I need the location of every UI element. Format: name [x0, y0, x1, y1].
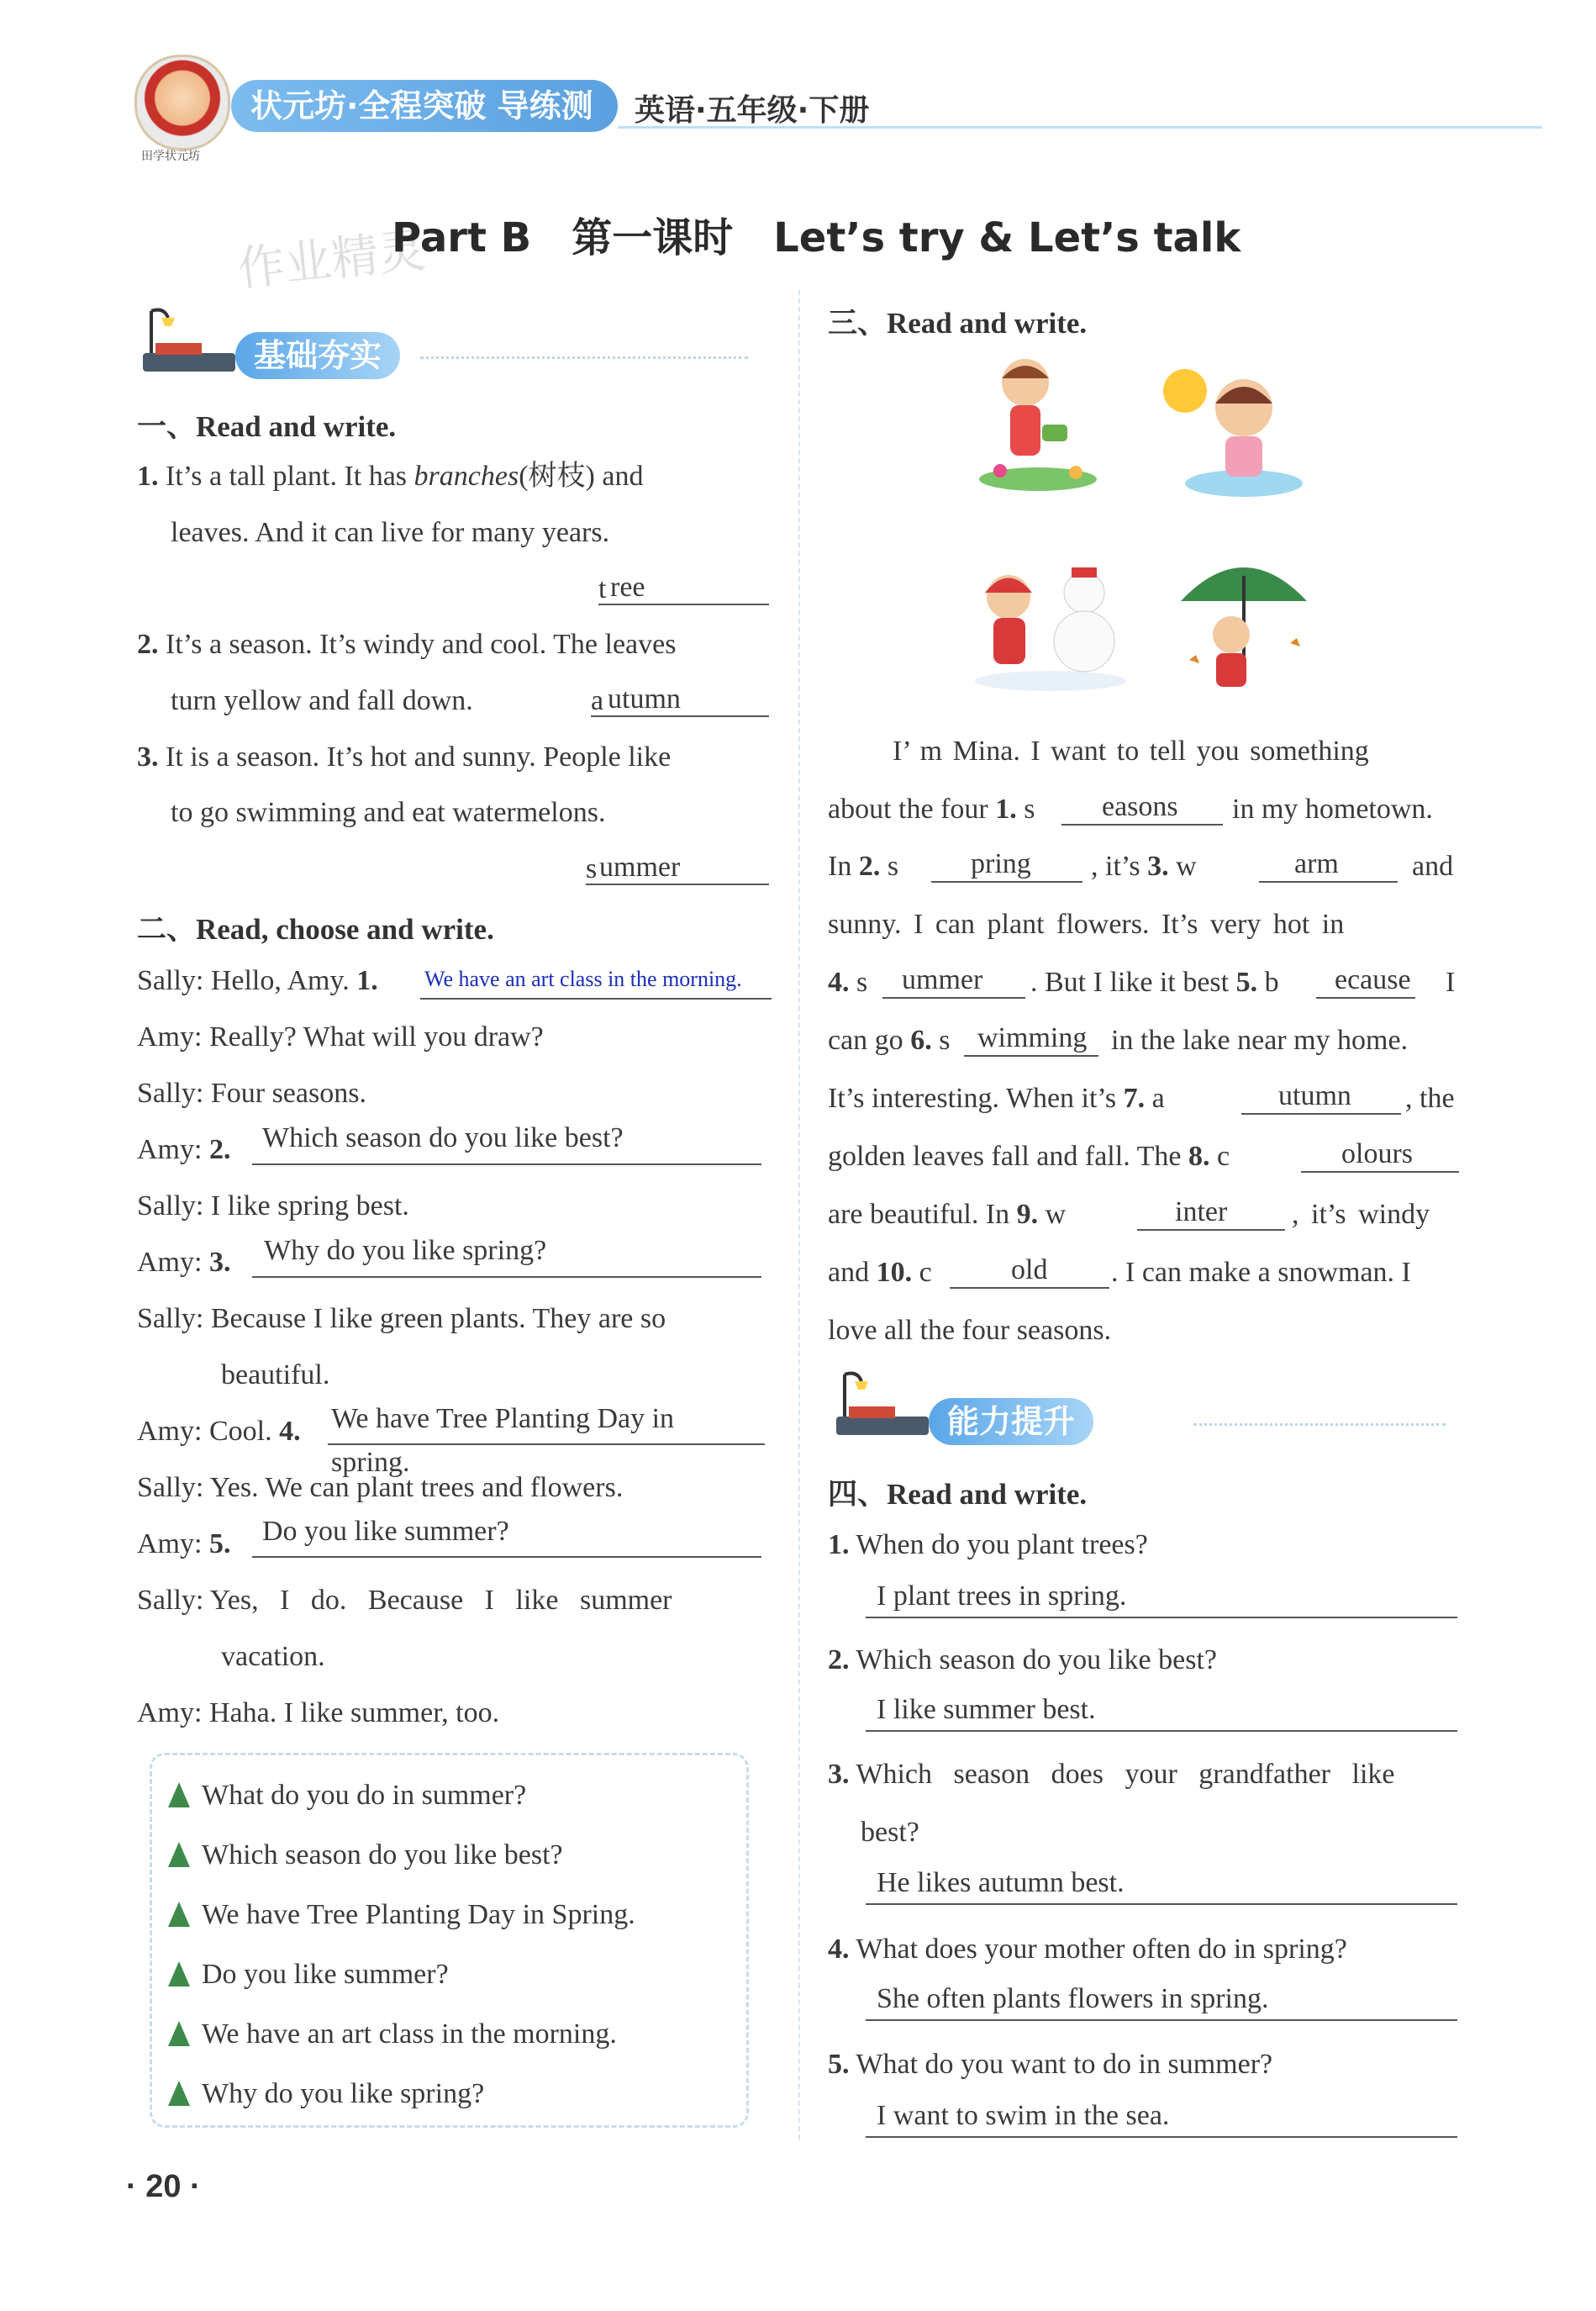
s1-item2-answer: utumn: [608, 683, 681, 715]
p3-line9-b: , it’s windy: [1292, 1199, 1430, 1230]
blank-num: 4.: [828, 967, 850, 998]
blank-num: 5.: [208, 1528, 231, 1559]
prefix: c: [919, 1257, 932, 1288]
p3-answer9: inter: [1175, 1196, 1228, 1227]
s2-answer5: Do you like summer?: [262, 1516, 509, 1547]
badge-basic-dots: [420, 356, 748, 359]
text: It’s interesting. When it’s: [828, 1083, 1117, 1114]
q-num: 2.: [828, 1644, 850, 1675]
q-num: 5.: [828, 2049, 850, 2080]
badge-ability-dots: [1193, 1423, 1446, 1426]
s2-line12: [137, 1696, 499, 1730]
section2-title: 二、Read, choose and write.: [137, 913, 494, 946]
p3-line2-b: in my hometown.: [1232, 794, 1433, 825]
s1-item2-line: [591, 715, 769, 717]
p3-blank8: [1301, 1171, 1459, 1173]
blank-num: 4.: [279, 1416, 301, 1447]
s2-line10: [137, 1527, 230, 1561]
header-logo: [134, 55, 230, 150]
s1-item1-prefix: t: [598, 573, 607, 604]
p3-blank7: [1241, 1113, 1401, 1115]
q-text: What does your mother often do in spring?: [856, 1934, 1347, 1965]
p3-answer3: arm: [1294, 848, 1339, 879]
blank-num: 3.: [208, 1247, 231, 1278]
s2-line3: [137, 1077, 366, 1111]
badge-basic: 基础夯实: [235, 332, 400, 379]
p3-line8: [828, 1140, 1230, 1174]
p3-line7-b: , the: [1405, 1083, 1455, 1114]
option-text: We have an art class in the morning.: [202, 2018, 617, 2050]
s1-item3-line1: [137, 741, 671, 774]
speaker: Sally:: [137, 1303, 204, 1334]
p3-blank5: [1316, 997, 1415, 999]
s2-line1: [137, 964, 378, 998]
column-divider: [798, 290, 800, 2140]
p3-blank4: [882, 997, 1025, 999]
p3-line3-c: and: [1412, 851, 1454, 882]
s4-line5: [866, 2136, 1457, 2138]
p3-answer5: ecause: [1335, 964, 1411, 995]
p3-line5-b: [1030, 966, 1279, 1000]
option-text: We have Tree Planting Day in Spring.: [202, 1899, 635, 1930]
s1-item2-line1: [137, 628, 676, 662]
s2-line6: [137, 1246, 230, 1279]
line-text: Yes, I do. Because I like summer: [209, 1585, 672, 1616]
tree-icon: [168, 1782, 190, 1807]
s2-line5: [137, 1190, 409, 1223]
q-text: What do you want to do in summer?: [856, 2049, 1273, 2080]
p3-answer7: utumn: [1278, 1080, 1351, 1111]
blank-num: 2.: [208, 1134, 231, 1165]
section3-title: 三、Read and write.: [828, 307, 1088, 340]
option-1: [168, 1779, 526, 1812]
summer-illustration: [1151, 357, 1311, 500]
s1-item1-answer: ree: [610, 572, 645, 603]
s1-item1-text: It’s a tall plant. It has: [166, 461, 408, 492]
p3-answer4: ummer: [902, 964, 983, 995]
s1-item1-num: 1.: [137, 461, 159, 492]
s4-q3-cont: best?: [861, 1817, 919, 1848]
line-text: Really? What will you draw?: [208, 1021, 544, 1053]
option-5: [168, 2018, 617, 2051]
tree-icon: [168, 1902, 190, 1927]
s4-q1: [828, 1528, 1148, 1562]
page-title: Part B 第一课时 Let’s try & Let’s talk: [392, 214, 1241, 261]
s1-item1-italic: branches: [413, 461, 519, 492]
blank-num: 8.: [1188, 1141, 1210, 1172]
option-3: [168, 1898, 635, 1932]
winter-illustration: [967, 551, 1135, 694]
page-number: · 20 ·: [126, 2169, 201, 2204]
q-num: 3.: [828, 1759, 850, 1790]
p3-blank2: [931, 881, 1082, 883]
logo-caption: 田学状元坊: [141, 149, 200, 162]
p3-answer8: olours: [1341, 1138, 1413, 1169]
speaker: Amy:: [137, 1247, 203, 1278]
s1-item1-line: [598, 604, 769, 605]
text: and: [828, 1257, 870, 1288]
p3-answer2: pring: [971, 848, 1031, 879]
text: golden leaves fall and fall. The: [828, 1141, 1182, 1172]
spring-illustration: [975, 353, 1101, 496]
q-num: 1.: [828, 1529, 850, 1560]
s1-item3-num: 3.: [137, 741, 159, 773]
s1-item3-line2: to go swimming and eat watermelons.: [171, 797, 606, 828]
blank-num: 9.: [1016, 1199, 1039, 1230]
s2-line7: [137, 1302, 666, 1336]
blank-num: 5.: [1235, 967, 1258, 998]
text: about the four: [828, 794, 988, 825]
s1-item3-prefix: s: [586, 853, 598, 884]
s4-q5: [828, 2048, 1272, 2081]
q-num: 4.: [828, 1934, 850, 1965]
s2-blank3: [252, 1276, 761, 1278]
option-text: Do you like summer?: [202, 1959, 449, 1990]
blank-num: 10.: [876, 1257, 913, 1288]
line-text: Cool.: [208, 1416, 272, 1447]
s2-blank2: [252, 1163, 761, 1165]
tree-icon: [168, 1961, 190, 1987]
autumn-illustration: [1172, 542, 1315, 702]
s4-answer5: I want to swim in the sea.: [877, 2100, 1170, 2131]
option-text: What do you do in summer?: [202, 1780, 527, 1811]
p3-line5-c: I: [1446, 967, 1456, 998]
prefix: w: [1045, 1199, 1067, 1230]
speaker: Amy:: [137, 1021, 203, 1053]
s4-answer2: I like summer best.: [877, 1694, 1096, 1725]
line-text: Yes. We can plant trees and flowers.: [209, 1472, 624, 1503]
p3-line10: [828, 1256, 932, 1290]
line-text: Because I like green plants. They are so: [210, 1303, 666, 1334]
s4-answer1: I plant trees in spring.: [877, 1580, 1127, 1612]
line-text: I like spring best.: [210, 1190, 409, 1221]
s1-item1-text-b: (树枝) and: [519, 461, 644, 492]
p3-blank9: [1137, 1229, 1285, 1231]
speaker: Sally:: [137, 1472, 204, 1503]
tree-icon: [168, 2081, 190, 2106]
p3-line6: [828, 1024, 950, 1058]
s2-line11-cont: vacation.: [221, 1641, 325, 1672]
s2-answer1: We have an art class in the morning.: [424, 967, 742, 991]
p3-blank3: [1259, 881, 1398, 883]
text: In: [828, 851, 852, 882]
text: are beautiful. In: [828, 1199, 1010, 1230]
text: . But I like it best: [1030, 967, 1230, 998]
s4-q3: [828, 1758, 1394, 1791]
p3-line11: love all the four seasons.: [828, 1315, 1112, 1346]
s1-item2-num: 2.: [137, 629, 159, 660]
speaker: Amy:: [137, 1528, 203, 1559]
header-subject: 英语·五年级·下册: [635, 93, 870, 128]
prefix: s: [1024, 794, 1035, 825]
blank-num: 1.: [356, 965, 378, 996]
speaker: Amy:: [137, 1416, 203, 1447]
header-rule: [618, 126, 1542, 129]
tree-icon: [168, 1842, 190, 1867]
s2-answer4-cont: spring.: [331, 1447, 410, 1478]
s1-item2-text: It’s a season. It’s windy and cool. The leaves: [166, 629, 677, 660]
blank-num: 6.: [910, 1025, 932, 1056]
s2-line8: [137, 1415, 301, 1448]
s2-answer4: We have Tree Planting Day in: [331, 1403, 675, 1434]
speaker: Sally:: [137, 965, 204, 996]
blank-num: 2.: [858, 851, 881, 882]
s1-item1-line1: [137, 460, 643, 493]
prefix: s: [887, 851, 899, 882]
prefix: s: [939, 1025, 951, 1056]
s1-item3-line: [586, 884, 769, 885]
q-text: Which season do you like best?: [856, 1644, 1218, 1675]
p3-line3-b: [1091, 850, 1197, 884]
p3-answer1: easons: [1102, 791, 1178, 822]
line-text: Hello, Amy.: [210, 965, 350, 996]
s1-item3-answer: ummer: [599, 852, 681, 883]
s2-answer3: Why do you like spring?: [264, 1235, 547, 1266]
s2-line9: [137, 1471, 623, 1505]
tree-icon: [168, 2021, 190, 2046]
s1-item3-text: It is a season. It’s hot and sunny. People like: [166, 741, 672, 773]
p3-answer6: wimming: [977, 1022, 1088, 1053]
option-4: [168, 1958, 449, 1992]
speaker: Sally:: [137, 1585, 204, 1616]
blank-num: 3.: [1147, 851, 1169, 882]
s1-item2-prefix: a: [591, 685, 604, 716]
header-banner-text: 状元坊·全程突破 导练测: [250, 87, 593, 124]
speaker: Amy:: [137, 1134, 203, 1165]
p3-line2: [828, 793, 1035, 826]
q-text: Which season does your grandfather like: [856, 1759, 1395, 1790]
p3-line10-b: . I can make a snowman. I: [1111, 1257, 1411, 1288]
q-text: When do you plant trees?: [856, 1529, 1148, 1560]
watermark: 作业精灵: [234, 223, 429, 298]
s4-line3: [866, 1903, 1457, 1905]
p3-line9: [828, 1198, 1066, 1232]
section4-title: 四、Read and write.: [828, 1478, 1088, 1511]
s2-line4: [137, 1133, 230, 1167]
s2-blank1: [420, 998, 772, 1000]
speaker: Sally:: [137, 1190, 204, 1221]
badge-ability: 能力提升: [929, 1398, 1093, 1445]
s4-q2: [828, 1644, 1217, 1677]
s2-answer2: Which season do you like best?: [262, 1122, 624, 1153]
blank-num: 1.: [995, 794, 1017, 825]
text: can go: [828, 1025, 903, 1056]
s4-answer3: He likes autumn best.: [877, 1867, 1125, 1898]
p3-line4: sunny. I can plant flowers. It’s very hot in: [828, 909, 1345, 940]
p3-answer10: old: [1011, 1254, 1048, 1285]
blank-num: 7.: [1123, 1083, 1146, 1114]
p3-blank6: [964, 1055, 1098, 1057]
p3-line7: [828, 1082, 1165, 1116]
s4-answer4: She often plants flowers in spring.: [877, 1983, 1269, 2014]
p3-blank10: [950, 1287, 1109, 1289]
prefix: c: [1216, 1141, 1230, 1172]
p3-line5: [828, 966, 867, 1000]
lamp-icon-2: [828, 1366, 929, 1442]
speaker: Amy:: [137, 1697, 203, 1728]
prefix: s: [856, 967, 868, 998]
s4-line4: [866, 2019, 1457, 2021]
option-text: Why do you like spring?: [202, 2078, 485, 2109]
s2-line2: [137, 1021, 544, 1054]
s2-blank4: [328, 1443, 765, 1445]
text: , it’s: [1091, 851, 1140, 882]
line-text: Haha. I like summer, too.: [208, 1697, 500, 1728]
s4-line2: [866, 1730, 1457, 1732]
line-text: Four seasons.: [210, 1078, 366, 1109]
s2-line11: [137, 1584, 672, 1617]
option-6: [168, 2077, 484, 2111]
speaker: Sally:: [137, 1078, 204, 1109]
option-text: Which season do you like best?: [202, 1839, 563, 1870]
page-number-value: 20: [145, 2169, 182, 2204]
p3-line1: I’ m Mina. I want to tell you something: [893, 736, 1369, 767]
s4-q4: [828, 1933, 1347, 1966]
prefix: a: [1151, 1083, 1165, 1114]
p3-blank1: [1061, 824, 1223, 826]
s2-blank5: [252, 1556, 761, 1558]
p3-line6-b: in the lake near my home.: [1111, 1025, 1409, 1056]
section1-title: 一、Read and write.: [137, 410, 397, 443]
prefix: w: [1176, 851, 1197, 882]
option-2: [168, 1839, 563, 1872]
s2-line7-cont: beautiful.: [221, 1359, 330, 1390]
p3-line3: [828, 850, 898, 884]
lamp-icon: [134, 303, 235, 378]
s1-item2-line2: turn yellow and fall down.: [171, 685, 473, 716]
s4-line1: [866, 1617, 1457, 1618]
prefix: b: [1264, 967, 1279, 998]
s1-item1-line2: leaves. And it can live for many years.: [171, 517, 610, 548]
